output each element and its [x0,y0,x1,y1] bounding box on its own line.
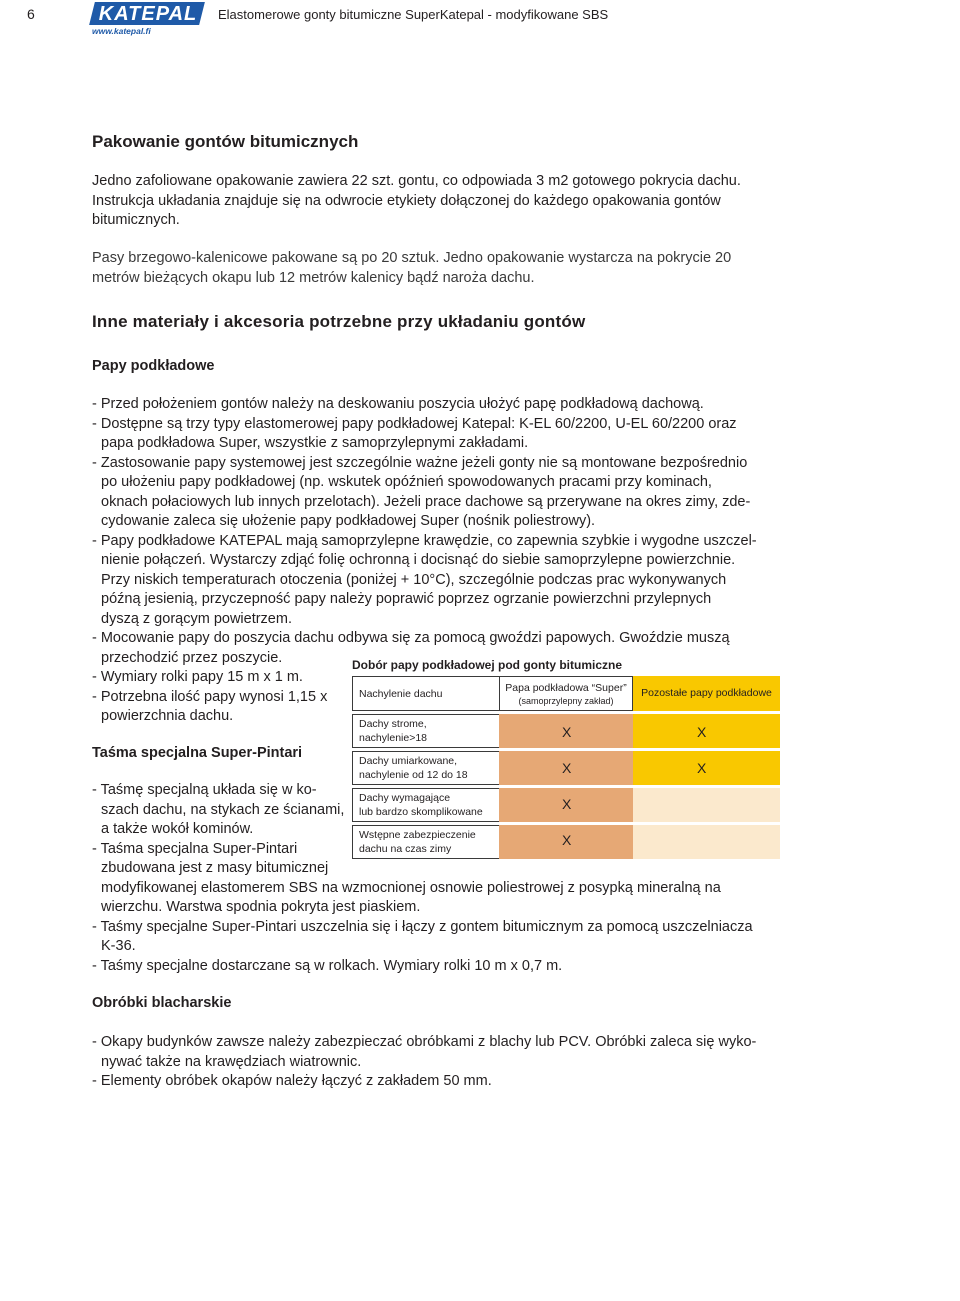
table-header-slope: Nachylenie dachu [352,676,499,711]
check-mark: X [697,760,707,776]
list-item [92,1072,756,1092]
subsection-title-tape: Taśma specjalna Super-Pintari [92,745,303,761]
table-cell-other [633,788,780,822]
table-row-label [352,751,499,785]
label-line: Dachy umiarkowane, [359,755,458,767]
text-line: powierzchnia dachu. [101,708,234,724]
section-title-materials: Inne materiały i akcesoria potrzebne przy układaniu gontów [92,312,586,331]
text-line: - Taśmy specjalne Super-Pintari uszczelnia się i łączy z gontem bitumicznym za pomocą uszczelniacza [92,918,753,935]
subsection-title-flashing: Obróbki blacharskie [92,995,232,1011]
text-line: - Wymiary rolki papy 15 m x 1 m. [92,669,303,685]
packaging-paragraph-2 [92,249,731,288]
text-line: - Elementy obróbek okapów należy łączyć z zakładem 50 mm. [92,1073,492,1089]
check-mark: X [562,724,572,740]
table-title: Dobór papy podkładowej pod gonty bitumiczne [352,658,622,672]
text-line: - Okapy budynków zawsze należy zabezpieczać obróbkami z blachy lub PCV. Obróbki zaleca się wyko- [92,1034,757,1050]
page-header [0,0,960,40]
text-line: nienie połączeń. Wystarczy zdjąć folię ochronną i docisnąć do siebie samoprzylepne powierzchnie. [101,552,736,568]
text-line: Pasy brzegowo-kalenicowe pakowane są po 20 sztuk. Jedno opakowanie wystarcza na pokrycie 20 [92,250,732,266]
list-item [92,918,753,957]
table-cell-other [633,751,780,785]
text-line: nywać także na krawędziach wiatrownic. [101,1053,362,1070]
logo-text: KATEPAL [98,3,198,25]
header-main-text: Papa podkładowa “Super” [505,682,627,694]
table-cell-super [499,714,633,748]
table-cell-other [633,825,780,859]
text-line: szach dachu, na stykach ze ścianami, [101,801,345,818]
header-title: Elastomerowe gonty bitumiczne SuperKatepal - modyfikowane SBS [218,7,609,22]
check-mark: X [562,832,572,848]
text-line: bitumicznych. [92,212,180,228]
text-line: - Papy podkładowe KATEPAL mają samoprzylepne krawędzie, co zapewnia szybkie i wygodne uszczel- [92,532,757,549]
text-line: cydowanie zaleca się ułożenie papy podkładowej Super (nośnik poliestrowy). [101,513,596,529]
check-mark: X [562,796,572,812]
text-line: dyszą z gorącym powietrzem. [101,610,292,627]
text-line: metrów bieżących okapu lub 12 metrów kalenicy bądź naroża dachu. [92,269,535,286]
text-line: K-36. [101,938,136,954]
text-line: - Potrzebna ilość papy wynosi 1,15 x [92,688,328,705]
section-title-packaging: Pakowanie gontów bitumicznych [92,132,359,151]
label-line: Dachy wymagające [359,792,451,804]
text-line: - Taśmę specjalną układa się w ko- [92,782,317,798]
text-line: oknach połaciowych lub innych przelotach). Jeżeli prace dachowe są przerywane na okres zimy, zde- [101,493,751,510]
text-line: przechodzić przez poszycie. [101,649,283,666]
list-item [92,957,753,977]
list-item [92,532,757,630]
text-line: zbudowana jest z masy bitumicznej [101,860,329,876]
label-line: Wstępne zabezpieczenie [359,829,476,841]
text-line: - Taśma specjalna Super-Pintari [92,840,298,857]
text-line: - Taśmy specjalne dostarczane są w rolkach. Wymiary rolki 10 m x 0,7 m. [92,957,563,974]
katepal-logo [92,2,204,36]
list-item [92,395,757,415]
header-sub-text: (samoprzylepny zakład) [518,695,614,706]
table-row-label [352,714,499,748]
label-line: dachu na czas zimy [359,842,452,855]
text-line: Przy niskich temperaturach otoczenia (poniżej + 10°C), szczególnie podczas prac wykonywanych [101,571,727,588]
list-item [92,454,757,532]
table-row-label [352,825,499,859]
table-header-other: Pozostałe papy podkładowe [633,676,780,711]
logo-url: www.katepal.fi [92,26,151,36]
packaging-paragraph-1 [92,172,741,231]
label-line: nachylenie od 12 do 18 [359,768,468,781]
table-header-super [499,676,633,711]
text-line: - Przed położeniem gontów należy na deskowaniu poszycia ułożyć papę podkładową dachową. [92,396,704,412]
underlayment-selection-table [352,676,780,860]
page-number: 6 [27,6,35,22]
text-line: papa podkładowa Super, wszystkie z samoprzylepnymi zakładami. [101,435,529,451]
subsection-title-underlayment: Papy podkładowe [92,358,215,374]
text-line: późną jesienią, przyczepność papy należy poprawić poprzez ogrzanie powierzchni przylepnych [101,591,712,607]
list-item [92,1033,756,1072]
text-line: a także wokół kominów. [101,821,254,837]
table-cell-super [499,751,633,785]
table-cell-super [499,788,633,822]
label-line: lub bardzo skomplikowane [359,805,483,818]
label-line: nachylenie>18 [359,731,428,744]
table-cell-other [633,714,780,748]
check-mark: X [562,760,572,776]
flashing-list [92,1033,756,1092]
text-line: Jedno zafoliowane opakowanie zawiera 22 szt. gontu, co odpowiada 3 m2 gotowego pokrycia dachu. [92,173,741,189]
text-line: po ułożeniu papy podkładowej (np. wskutek opóźnień spowodowanych pracami przy kominach, [101,474,712,490]
table-row-label [352,788,499,822]
check-mark: X [697,724,707,740]
table-cell-super [499,825,633,859]
text-line: modyfikowanej elastomerem SBS na wzmocnionej osnowie poliestrowej z posypką mineralną na [101,879,721,896]
label-line: Dachy strome, [359,718,427,730]
text-line: - Dostępne są trzy typy elastomerowej papy podkładowej Katepal: K-EL 60/2200, U-EL 60/2200 oraz [92,415,737,432]
text-line: - Mocowanie papy do poszycia dachu odbywa się za pomocą gwoździ papowych. Gwoździe muszą [92,630,730,646]
text-line: - Zastosowanie papy systemowej jest szczególnie ważne jeżeli gonty nie są montowane bezpośrednio [92,454,748,471]
text-line: Instrukcja układania znajduje się na odwrocie etykiety dołączonej do każdego opakowania gontów [92,192,721,209]
text-line: wierzchu. Warstwa spodnia pokryta jest piaskiem. [101,899,421,915]
list-item [92,415,757,454]
